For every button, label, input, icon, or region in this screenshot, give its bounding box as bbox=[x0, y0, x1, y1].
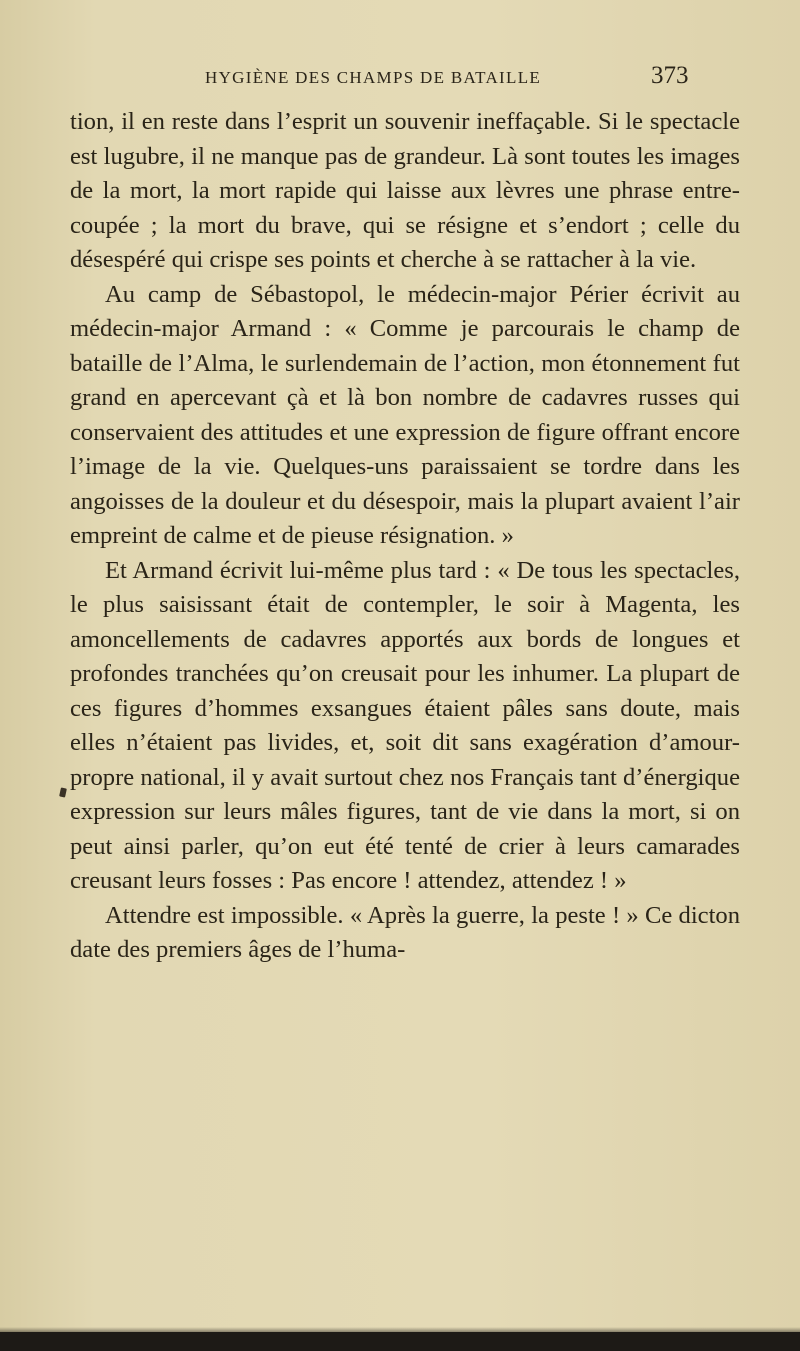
body-text bbox=[70, 105, 740, 968]
page-number: 373 bbox=[651, 62, 689, 89]
running-head bbox=[205, 62, 745, 92]
paragraph-armand-quote: Et Armand écrivit lui-même plus tard : « De tous les spectacles, le plus saisissant était de contempler, le soir à Magenta, les amoncellements de cadavres apportés aux bords de longues et profondes tranchées qu’on creusait pour les inhumer. La plupart de ces figures d’hommes exsangues étaient pâles sans doute, mais elles n’étaient pas livides, et, soit dit sans exagération d’amour-propre national, il y avait surtout chez nos Français tant d’énergique expression sur leurs mâles figures, tant de vie dans la mort, si on peut ainsi parler, qu’on eut été tenté de crier à leurs camarades creusant leurs fosses : Pas encore ! attendez, attendez ! » bbox=[70, 556, 740, 894]
page-bottom-edge bbox=[0, 1332, 800, 1351]
running-title: HYGIÈNE DES CHAMPS DE BATAILLE bbox=[205, 68, 542, 87]
paragraph-plague-saying: Attendre est impossible. « Après la guerre, la peste ! » Ce dicton date des premiers âges de l’huma- bbox=[70, 901, 740, 963]
margin-ink-mark bbox=[59, 787, 67, 797]
paragraph-perier-letter: Au camp de Sébastopol, le médecin-major Périer écrivit au médecin-major Armand : « Comme je parcourais le champ de bataille de l’Alma, le surlendemain de l’action, mon étonnement fut grand en apercevant çà et là bon nombre de cadavres russes qui conservaient des attitudes et une expression de figure offrant encore l’image de la vie. Quelques-uns paraissaient se tordre dans les angoisses de la douleur et du désespoir, mais la plupart avaient l’air empreint de calme et de pieuse résignation. » bbox=[70, 280, 740, 549]
paragraph-continued: tion, il en reste dans l’esprit un souvenir ineffaçable. Si le spectacle est lugubre, il ne manque pas de grandeur. Là sont toutes les images de la mort, la mort rapide qui laisse aux lèvres une phrase entrecoupée ; la mort du brave, qui se résigne et s’endort ; celle du désespéré qui crispe ses points et cherche à se rattacher à la vie. bbox=[70, 108, 740, 273]
